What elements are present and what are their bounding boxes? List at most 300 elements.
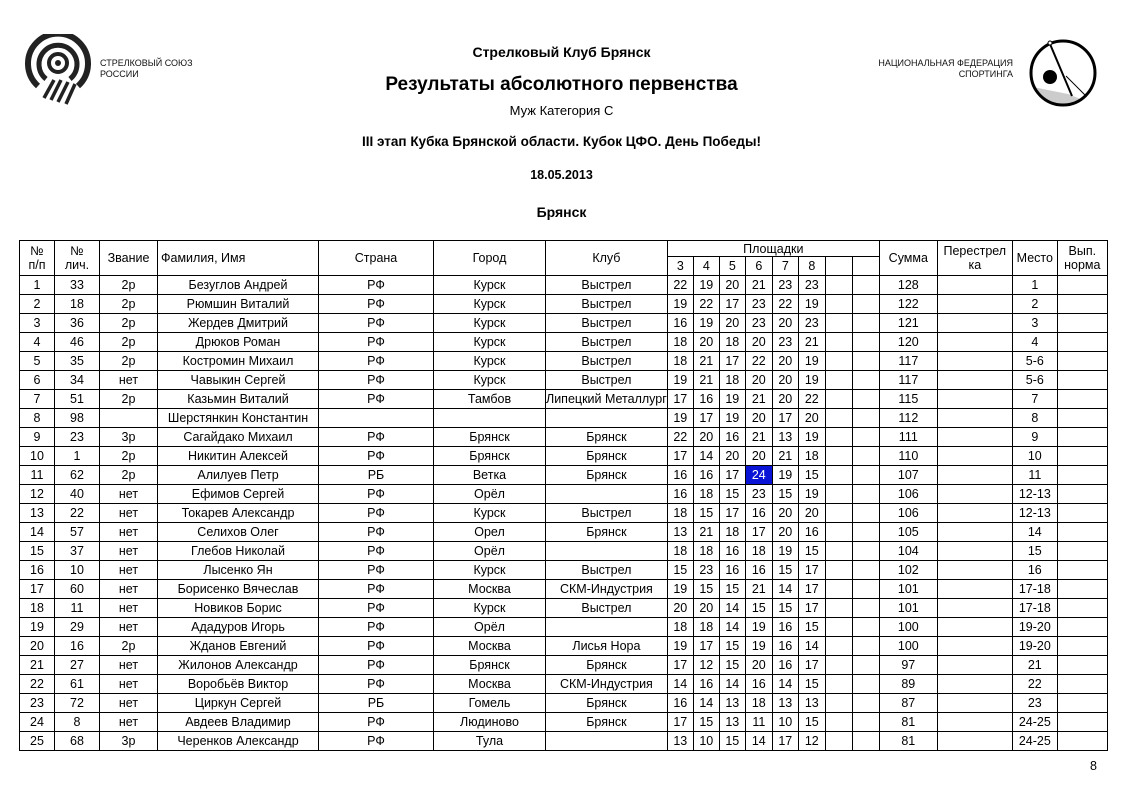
- cell-personal-num: 18: [55, 295, 100, 314]
- cell-norm: [1057, 504, 1107, 523]
- cell-range-score: 15: [719, 732, 745, 751]
- cell-sum: 117: [879, 371, 937, 390]
- cell-range-score: 15: [693, 713, 719, 732]
- cell-range-score: 15: [772, 561, 798, 580]
- cell-place: 1: [1012, 276, 1057, 295]
- cell-range-score: 21: [693, 352, 719, 371]
- cell-range-score: [825, 371, 852, 390]
- cell-place: 19-20: [1012, 618, 1057, 637]
- cell-num: 24: [20, 713, 55, 732]
- cell-sum: 105: [879, 523, 937, 542]
- cell-club: Выстрел: [546, 561, 668, 580]
- cell-num: 1: [20, 276, 55, 295]
- cell-personal-num: 98: [55, 409, 100, 428]
- cell-range-score: 19: [667, 580, 693, 599]
- cell-city: Москва: [434, 637, 546, 656]
- cell-range-score: [852, 314, 879, 333]
- cell-sum: 106: [879, 485, 937, 504]
- cell-norm: [1057, 542, 1107, 561]
- cell-shootoff: [937, 314, 1012, 333]
- cell-range-score: 23: [772, 333, 798, 352]
- cell-range-score: 18: [667, 504, 693, 523]
- cell-country: РФ: [319, 580, 434, 599]
- cell-range-score: 14: [693, 694, 719, 713]
- cell-sum: 106: [879, 504, 937, 523]
- cell-personal-num: 61: [55, 675, 100, 694]
- cell-range-score: 18: [719, 333, 745, 352]
- cell-range-score: 17: [667, 713, 693, 732]
- cell-range-score: 18: [693, 542, 719, 561]
- col-num: № п/п: [20, 241, 55, 276]
- cell-place: 12-13: [1012, 485, 1057, 504]
- cell-rank: 2р: [100, 390, 158, 409]
- cell-rank: нет: [100, 485, 158, 504]
- cell-num: 25: [20, 732, 55, 751]
- cell-range-score: 19: [745, 637, 772, 656]
- cell-range-score: 14: [745, 732, 772, 751]
- cell-club: Брянск: [546, 447, 668, 466]
- cell-name: Воробьёв Виктор: [158, 675, 319, 694]
- cell-rank: 2р: [100, 333, 158, 352]
- cell-personal-num: 33: [55, 276, 100, 295]
- cell-range-score: 14: [719, 599, 745, 618]
- col-norm: Вып. норма: [1057, 241, 1107, 276]
- cell-sum: 115: [879, 390, 937, 409]
- table-row: [20, 561, 1108, 580]
- cell-place: 17-18: [1012, 580, 1057, 599]
- cell-range-score: [852, 485, 879, 504]
- cell-place: 9: [1012, 428, 1057, 447]
- cell-country: РФ: [319, 276, 434, 295]
- event-name: III этап Кубка Брянской области. Кубок ЦФО. День Победы!: [362, 134, 761, 149]
- cell-range-score: [852, 694, 879, 713]
- cell-place: 8: [1012, 409, 1057, 428]
- cell-range-score: 17: [693, 409, 719, 428]
- header-row-1: [20, 241, 1108, 257]
- cell-range-score: 16: [667, 466, 693, 485]
- cell-shootoff: [937, 390, 1012, 409]
- cell-personal-num: 29: [55, 618, 100, 637]
- cell-range-score: [825, 409, 852, 428]
- cell-personal-num: 36: [55, 314, 100, 333]
- cell-city: Брянск: [434, 656, 546, 675]
- cell-range-score: 17: [745, 523, 772, 542]
- table-row: [20, 618, 1108, 637]
- cell-country: РФ: [319, 428, 434, 447]
- cell-range-score: 20: [745, 409, 772, 428]
- cell-range-score: 16: [693, 390, 719, 409]
- cell-name: Дрюков Роман: [158, 333, 319, 352]
- cell-range-score: 16: [667, 694, 693, 713]
- cell-range-score: [852, 276, 879, 295]
- cell-sum: 107: [879, 466, 937, 485]
- cell-rank: нет: [100, 580, 158, 599]
- cell-name: Безуглов Андрей: [158, 276, 319, 295]
- cell-norm: [1057, 409, 1107, 428]
- cell-norm: [1057, 599, 1107, 618]
- cell-shootoff: [937, 694, 1012, 713]
- cell-range-score: 20: [693, 428, 719, 447]
- cell-range-score: 20: [772, 504, 798, 523]
- cell-city: Тамбов: [434, 390, 546, 409]
- cell-place: 17-18: [1012, 599, 1057, 618]
- cell-place: 4: [1012, 333, 1057, 352]
- cell-city: [434, 409, 546, 428]
- cell-city: Тула: [434, 732, 546, 751]
- cell-range-score: 18: [667, 333, 693, 352]
- col-name: Фамилия, Имя: [158, 241, 319, 276]
- table-row: [20, 295, 1108, 314]
- cell-shootoff: [937, 504, 1012, 523]
- cell-range-score: [825, 276, 852, 295]
- cell-personal-num: 46: [55, 333, 100, 352]
- cell-range-score: 19: [772, 466, 798, 485]
- cell-num: 11: [20, 466, 55, 485]
- cell-place: 15: [1012, 542, 1057, 561]
- cell-country: РФ: [319, 599, 434, 618]
- cell-range-score: 15: [719, 637, 745, 656]
- cell-range-score: [852, 618, 879, 637]
- col-ranges: Площадки: [667, 241, 879, 257]
- range-num: [852, 257, 879, 276]
- table-row: [20, 732, 1108, 751]
- cell-range-score: 18: [798, 447, 825, 466]
- cell-range-score: 15: [798, 618, 825, 637]
- cell-shootoff: [937, 732, 1012, 751]
- cell-range-score: 15: [719, 485, 745, 504]
- cell-range-score: 19: [667, 409, 693, 428]
- cell-range-score: 20: [719, 276, 745, 295]
- cell-norm: [1057, 675, 1107, 694]
- cell-place: 5-6: [1012, 352, 1057, 371]
- cell-country: РФ: [319, 618, 434, 637]
- cell-city: Курск: [434, 371, 546, 390]
- cell-shootoff: [937, 485, 1012, 504]
- cell-range-score: [852, 333, 879, 352]
- cell-rank: нет: [100, 599, 158, 618]
- cell-range-score: 16: [798, 523, 825, 542]
- cell-num: 17: [20, 580, 55, 599]
- cell-range-score: 13: [772, 694, 798, 713]
- cell-range-score: [852, 561, 879, 580]
- cell-range-score: [825, 732, 852, 751]
- results-table: [19, 240, 1108, 751]
- cell-range-score: [852, 371, 879, 390]
- cell-range-score: 14: [667, 675, 693, 694]
- cell-sum: 101: [879, 599, 937, 618]
- cell-range-score: 15: [772, 599, 798, 618]
- cell-range-score: [825, 447, 852, 466]
- cell-range-score: 14: [693, 447, 719, 466]
- cell-personal-num: 51: [55, 390, 100, 409]
- cell-city: Курск: [434, 333, 546, 352]
- cell-norm: [1057, 523, 1107, 542]
- col-club: Клуб: [546, 241, 668, 276]
- cell-range-score: 22: [667, 428, 693, 447]
- cell-name: Казьмин Виталий: [158, 390, 319, 409]
- cell-country: РФ: [319, 675, 434, 694]
- cell-range-score: 15: [719, 656, 745, 675]
- cell-sum: 87: [879, 694, 937, 713]
- cell-country: РФ: [319, 447, 434, 466]
- cell-norm: [1057, 637, 1107, 656]
- cell-range-score: 21: [745, 390, 772, 409]
- range-num: [825, 257, 852, 276]
- cell-range-score: 20: [772, 390, 798, 409]
- cell-shootoff: [937, 561, 1012, 580]
- results-body: [20, 276, 1108, 751]
- cell-name: Селихов Олег: [158, 523, 319, 542]
- cell-range-score: [852, 523, 879, 542]
- cell-norm: [1057, 618, 1107, 637]
- cell-city: Курск: [434, 314, 546, 333]
- cell-rank: нет: [100, 656, 158, 675]
- cell-range-score: [825, 333, 852, 352]
- cell-norm: [1057, 447, 1107, 466]
- table-row: [20, 504, 1108, 523]
- cell-range-score: 22: [667, 276, 693, 295]
- cell-country: РФ: [319, 542, 434, 561]
- cell-country: [319, 409, 434, 428]
- cell-place: 24-25: [1012, 732, 1057, 751]
- cell-rank: [100, 409, 158, 428]
- cell-range-score: 16: [693, 466, 719, 485]
- cell-norm: [1057, 466, 1107, 485]
- cell-sum: 102: [879, 561, 937, 580]
- cell-city: Брянск: [434, 428, 546, 447]
- cell-range-score: 21: [798, 333, 825, 352]
- range-num: 5: [719, 257, 745, 276]
- cell-num: 13: [20, 504, 55, 523]
- cell-range-score: 19: [798, 295, 825, 314]
- cell-range-score: 13: [798, 694, 825, 713]
- cell-club: [546, 409, 668, 428]
- table-row: [20, 276, 1108, 295]
- cell-country: РФ: [319, 295, 434, 314]
- cell-city: Орёл: [434, 485, 546, 504]
- cell-country: РФ: [319, 656, 434, 675]
- cell-place: 2: [1012, 295, 1057, 314]
- cell-range-score: [825, 428, 852, 447]
- cell-range-score: 21: [693, 523, 719, 542]
- cell-name: Шерстянкин Константин: [158, 409, 319, 428]
- cell-range-score: 16: [772, 656, 798, 675]
- cell-num: 9: [20, 428, 55, 447]
- cell-range-score: 18: [719, 523, 745, 542]
- cell-sum: 81: [879, 713, 937, 732]
- table-row: [20, 599, 1108, 618]
- cell-name: Чавыкин Сергей: [158, 371, 319, 390]
- cell-personal-num: 34: [55, 371, 100, 390]
- cell-range-score: 18: [693, 485, 719, 504]
- range-num: 4: [693, 257, 719, 276]
- table-row: [20, 447, 1108, 466]
- cell-range-score: 23: [772, 276, 798, 295]
- cell-range-score: 13: [667, 523, 693, 542]
- cell-range-score: 14: [772, 580, 798, 599]
- cell-name: Новиков Борис: [158, 599, 319, 618]
- cell-city: Орел: [434, 523, 546, 542]
- cell-range-score: 19: [667, 637, 693, 656]
- cell-range-score: 12: [798, 732, 825, 751]
- cell-personal-num: 37: [55, 542, 100, 561]
- cell-num: 8: [20, 409, 55, 428]
- table-row: [20, 333, 1108, 352]
- cell-sum: 122: [879, 295, 937, 314]
- right-org-line-1: НАЦИОНАЛЬНАЯ ФЕДЕРАЦИЯ: [878, 58, 1013, 68]
- cell-num: 15: [20, 542, 55, 561]
- cell-range-score: 22: [693, 295, 719, 314]
- cell-range-score: 15: [798, 542, 825, 561]
- cell-range-score: 16: [667, 314, 693, 333]
- cell-num: 23: [20, 694, 55, 713]
- cell-range-score: 14: [772, 675, 798, 694]
- cell-rank: нет: [100, 371, 158, 390]
- cell-name: Токарев Александр: [158, 504, 319, 523]
- cell-range-score: 10: [772, 713, 798, 732]
- cell-num: 22: [20, 675, 55, 694]
- cell-num: 14: [20, 523, 55, 542]
- cell-personal-num: 68: [55, 732, 100, 751]
- cell-range-score: 20: [772, 314, 798, 333]
- cell-range-score: 19: [693, 314, 719, 333]
- cell-sum: 110: [879, 447, 937, 466]
- cell-country: РФ: [319, 713, 434, 732]
- cell-shootoff: [937, 428, 1012, 447]
- cell-city: Москва: [434, 675, 546, 694]
- cell-club: [546, 618, 668, 637]
- cell-range-score: 18: [667, 618, 693, 637]
- table-row: [20, 523, 1108, 542]
- cell-personal-num: 1: [55, 447, 100, 466]
- cell-range-score: [825, 713, 852, 732]
- table-row: [20, 485, 1108, 504]
- cell-city: Орёл: [434, 618, 546, 637]
- cell-club: Выстрел: [546, 599, 668, 618]
- cell-range-score: 13: [719, 694, 745, 713]
- cell-rank: нет: [100, 542, 158, 561]
- cell-club: СКМ-Индустрия: [546, 675, 668, 694]
- cell-sum: 121: [879, 314, 937, 333]
- cell-range-score: [825, 580, 852, 599]
- cell-shootoff: [937, 542, 1012, 561]
- cell-num: 3: [20, 314, 55, 333]
- cell-city: Курск: [434, 561, 546, 580]
- cell-norm: [1057, 314, 1107, 333]
- cell-club: Выстрел: [546, 333, 668, 352]
- cell-range-score: 15: [772, 485, 798, 504]
- page-title: Результаты абсолютного первенства: [385, 74, 738, 95]
- cell-city: Орёл: [434, 542, 546, 561]
- cell-country: РБ: [319, 694, 434, 713]
- cell-range-score: 23: [798, 276, 825, 295]
- cell-shootoff: [937, 333, 1012, 352]
- cell-range-score: 22: [772, 295, 798, 314]
- cell-shootoff: [937, 637, 1012, 656]
- cell-name: Костромин Михаил: [158, 352, 319, 371]
- cell-name: Никитин Алексей: [158, 447, 319, 466]
- cell-range-score: 19: [798, 428, 825, 447]
- cell-range-score: 17: [667, 390, 693, 409]
- range-num: 3: [667, 257, 693, 276]
- cell-norm: [1057, 428, 1107, 447]
- cell-range-score: 20: [745, 656, 772, 675]
- cell-sum: 112: [879, 409, 937, 428]
- cell-num: 7: [20, 390, 55, 409]
- cell-country: РФ: [319, 732, 434, 751]
- cell-club: Выстрел: [546, 504, 668, 523]
- cell-range-score: 21: [693, 371, 719, 390]
- cell-range-score: 21: [772, 447, 798, 466]
- cell-range-score: 21: [745, 428, 772, 447]
- cell-norm: [1057, 333, 1107, 352]
- cell-range-score: 15: [798, 713, 825, 732]
- table-row: [20, 713, 1108, 732]
- cell-range-score: 15: [798, 466, 825, 485]
- cell-range-score: 12: [693, 656, 719, 675]
- cell-range-score: [852, 466, 879, 485]
- cell-range-score: 16: [693, 675, 719, 694]
- cell-place: 23: [1012, 694, 1057, 713]
- cell-range-score: 15: [719, 580, 745, 599]
- cell-range-score: 20: [772, 371, 798, 390]
- table-row: [20, 580, 1108, 599]
- cell-sum: 111: [879, 428, 937, 447]
- table-row: [20, 352, 1108, 371]
- cell-norm: [1057, 485, 1107, 504]
- club-title: Стрелковый Клуб Брянск: [472, 44, 651, 60]
- cell-range-score: 17: [667, 656, 693, 675]
- cell-range-score: [825, 504, 852, 523]
- cell-range-score: 23: [693, 561, 719, 580]
- cell-range-score: 20: [719, 314, 745, 333]
- cell-shootoff: [937, 599, 1012, 618]
- cell-norm: [1057, 732, 1107, 751]
- cell-personal-num: 22: [55, 504, 100, 523]
- left-org-line-2: РОССИИ: [100, 69, 139, 79]
- cell-range-score: [825, 295, 852, 314]
- cell-range-score: [852, 409, 879, 428]
- cell-place: 16: [1012, 561, 1057, 580]
- cell-range-score: 15: [745, 599, 772, 618]
- cell-range-score: 17: [667, 447, 693, 466]
- cell-personal-num: 8: [55, 713, 100, 732]
- cell-range-score: 20: [667, 599, 693, 618]
- cell-range-score: 15: [798, 675, 825, 694]
- cell-place: 19-20: [1012, 637, 1057, 656]
- cell-range-score: [825, 542, 852, 561]
- cell-club: [546, 732, 668, 751]
- cell-shootoff: [937, 295, 1012, 314]
- cell-num: 16: [20, 561, 55, 580]
- cell-range-score: 17: [798, 561, 825, 580]
- cell-num: 18: [20, 599, 55, 618]
- cell-country: РФ: [319, 637, 434, 656]
- cell-range-score: [825, 466, 852, 485]
- cell-range-score: [825, 637, 852, 656]
- cell-place: 22: [1012, 675, 1057, 694]
- cell-shootoff: [937, 618, 1012, 637]
- cell-range-score: 17: [798, 599, 825, 618]
- cell-range-score: 18: [745, 694, 772, 713]
- cell-range-score: [852, 428, 879, 447]
- cell-rank: 2р: [100, 637, 158, 656]
- cell-country: РФ: [319, 314, 434, 333]
- cell-club: [546, 542, 668, 561]
- cell-range-score: 14: [719, 618, 745, 637]
- cell-norm: [1057, 561, 1107, 580]
- cell-sum: 97: [879, 656, 937, 675]
